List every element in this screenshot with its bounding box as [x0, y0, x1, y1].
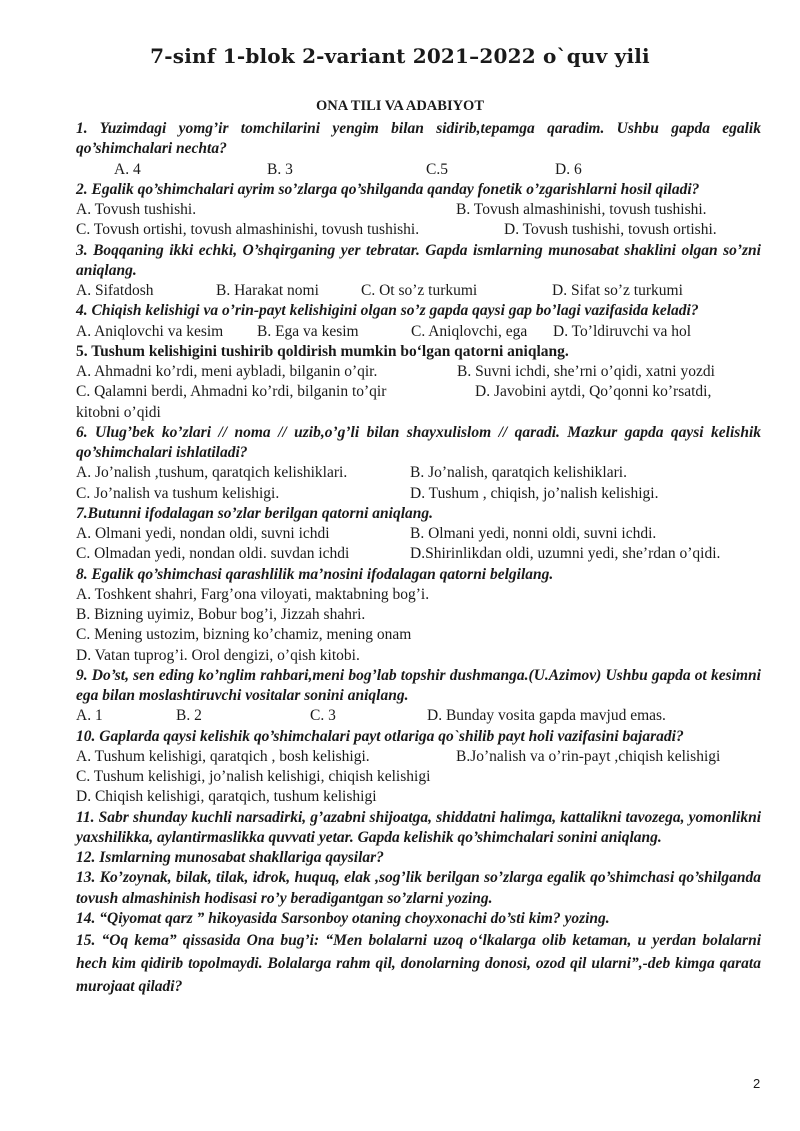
- option-c: C. Tovush ortishi, tovush almashinishi, tovush tushishi.: [76, 221, 420, 239]
- option-a: A. Toshkent shahri, Farg’ona viloyati, maktabning bog’i.: [76, 585, 430, 603]
- question-2: 2. Egalik qo’shimchalari ayrim so’zlarga qo’shilganda qanday fonetik o’zgarishlarni hosil qiladi?: [76, 180, 700, 198]
- question-2-options-row2: [76, 220, 761, 240]
- option-c: C. Qalamni berdi, Ahmadni ko’rdi, bilganin to’qir: [76, 383, 387, 401]
- option-c: C. Jo’nalish va tushum kelishigi.: [76, 484, 280, 502]
- option-a: A. Olmani yedi, nondan oldi, suvni ichdi: [76, 525, 330, 542]
- option-d: D. Javobini aytdi, Qo’qonni ko’rsatdi,: [475, 383, 712, 401]
- subject-heading: ONA TILI VA ADABIYOT: [315, 98, 485, 114]
- option-c: C. Mening ustozim, bizning ko’chamiz, mening onam: [76, 626, 412, 644]
- question-6-options-row1: [76, 463, 761, 483]
- question-9: 9. Do’st, sen eding ko’nglim rahbari,meni bog’lab topshir dushmanga.(U.Azimov) Ushbu gapda ot kesimni ega bilan moslashtiruvchi vositalar sonini aniqlang.: [76, 666, 761, 704]
- test-questions: [76, 119, 761, 998]
- option-a: A. Tovush tushishi.: [76, 201, 197, 218]
- question-6: 6. Ulug’bek ko’zlari // noma // uzib,o’g’li bilan shayxulislom // qaradi. Mazkur gapda qaysi kelishik qo’shimchalari ishlatiladi?: [76, 423, 761, 461]
- question-3-options: [76, 281, 761, 301]
- option-c: C. Aniqlovchi, ega: [411, 322, 528, 340]
- option-b: B. Ega va kesim: [257, 322, 359, 340]
- option-d: D. Tushum , chiqish, jo’nalish kelishigi.: [410, 484, 659, 502]
- option-d: D.Shirinlikdan oldi, uzumni yedi, she’rdan o’qidi.: [410, 545, 721, 563]
- page-title: 7-sinf 1-blok 2-variant 2021–2022 o`quv yili: [150, 44, 650, 68]
- option-c: C. Tushum kelishigi, jo’nalish kelishigi, chiqish kelishigi: [76, 768, 431, 785]
- question-5-options-row1: [76, 362, 761, 382]
- option-c: C. Ot so’z turkumi: [361, 282, 478, 299]
- question-1-options: [76, 160, 761, 180]
- option-d: D. To’ldiruvchi va hol: [553, 322, 692, 340]
- question-13: 13. Ko’zoynak, bilak, tilak, idrok, huquq, elak ,sog’lik berilgan so’zlarga egalik qo’shimchasi qo’shilganda tovush almashinish hodisasi ro’y beradigantgan so’zlarni yozing.: [76, 869, 761, 907]
- question-7-options-row1: [76, 524, 761, 544]
- question-9-options: [76, 706, 761, 726]
- question-10-options-row1: [76, 747, 761, 767]
- option-a: A. Ahmadni ko’rdi, meni aybladi, bilganin o’qir.: [76, 363, 378, 380]
- option-a: A. Tushum kelishigi, qaratqich , bosh kelishigi.: [76, 747, 370, 765]
- option-b: B. 3: [267, 160, 293, 178]
- question-4: 4. Chiqish kelishigi va o’rin-payt kelishigini olgan so’z gapda qaysi gap bo’lagi vazifasida keladi?: [76, 302, 699, 320]
- option-a: A. Sifatdosh: [76, 282, 154, 299]
- option-a: A. Aniqlovchi va kesim: [76, 322, 224, 340]
- option-b: B. Bizning uyimiz, Bobur bog’i, Jizzah shahri.: [76, 606, 366, 623]
- question-2-options-row1: [76, 200, 761, 220]
- option-a: A. Jo’nalish ,tushum, qaratqich kelishiklari.: [76, 464, 348, 482]
- question-8: 8. Egalik qo’shimchasi qarashlilik ma’nosini ifodalagan qatorni belgilang.: [76, 565, 554, 583]
- option-b: B.Jo’nalish va o’rin-payt ,chiqish kelishigi: [456, 747, 721, 765]
- option-d: D. Tovush tushishi, tovush ortishi.: [504, 221, 717, 239]
- option-b: B. Olmani yedi, nonni oldi, suvni ichdi.: [410, 525, 657, 542]
- option-b: B. Tovush almashinishi, tovush tushishi.: [456, 201, 707, 218]
- option-b: B. Suvni ichdi, she’rni o’qidi, xatni yozdi: [457, 363, 715, 380]
- question-5-options-row2: [76, 382, 761, 402]
- option-c: C.5: [426, 160, 448, 178]
- question-4-options: [76, 322, 761, 342]
- question-5: 5. Tushum kelishigini tushirib qoldirish mumkin bo‘lgan qatorni aniqlang.: [76, 342, 569, 360]
- question-15: 15. “Oq kema” qissasida Ona bug’i: “Men bolalarni uzoq o‘lkalarga olib ketaman, u yerdan bolalarni hech kim qidirib topolmaydi. Bolalarga rahm qil, donolarning donosi, ozod qil ularni”,-deb kimga qarata murojaat qiladi?: [76, 932, 761, 995]
- option-d: D. Bunday vosita gapda mavjud emas.: [427, 707, 666, 725]
- question-14: 14. “Qiyomat qarz ” hikoyasida Sarsonboy otaning choyxonachi do’sti kim? yozing.: [76, 909, 610, 927]
- option-a: A. 1: [76, 707, 103, 725]
- page-number: 2: [753, 1076, 761, 1091]
- question-7: 7.Butunni ifodalagan so’zlar berilgan qatorni aniqlang.: [76, 504, 434, 522]
- question-1: 1. Yuzimdagi yomg’ir tomchilarini yengim bilan sidirib,tepamga qaradim. Ushbu gapda egalik qo’shimchalari nechta?: [76, 120, 761, 158]
- option-b: B. Jo’nalish, qaratqich kelishiklari.: [410, 464, 627, 482]
- question-6-options-row2: [76, 484, 761, 504]
- option-d: D. Chiqish kelishigi, qaratqich, tushum kelishigi: [76, 788, 377, 806]
- question-12: 12. Ismlarning munosabat shakllariga qaysilar?: [76, 849, 384, 866]
- option-d-continued: kitobni o’qidi: [76, 403, 161, 421]
- question-11: 11. Sabr shunday kuchli narsadirki, g’azabni shijoatga, shiddatni halimga, kattalikni tavozega, yomonlikni yaxshilikka, aylantirmaslikka quvvati yetar. Gapda kelishik qo’shimchalari sonini aniqlang.: [76, 808, 761, 846]
- option-a: A. 4: [114, 160, 141, 178]
- question-3: 3. Boqqaning ikki echki, O’shqirganing yer tebratar. Gapda ismlarning munosabat shaklini olgan so’zni aniqlang.: [76, 241, 761, 279]
- option-c: C. 3: [310, 707, 336, 725]
- option-c: C. Olmadan yedi, nondan oldi. suvdan ichdi: [76, 545, 350, 563]
- option-b: B. 2: [176, 707, 202, 725]
- option-d: D. 6: [555, 160, 582, 178]
- option-d: D. Vatan tuprog’i. Orol dengizi, o’qish kitobi.: [76, 646, 360, 664]
- option-d: D. Sifat so’z turkumi: [552, 282, 683, 299]
- question-10: 10. Gaplarda qaysi kelishik qo’shimchalari payt otlariga qo`shilib payt holi vazifasini bajaradi?: [76, 727, 684, 745]
- question-7-options-row2: [76, 544, 761, 564]
- option-b: B. Harakat nomi: [216, 282, 319, 299]
